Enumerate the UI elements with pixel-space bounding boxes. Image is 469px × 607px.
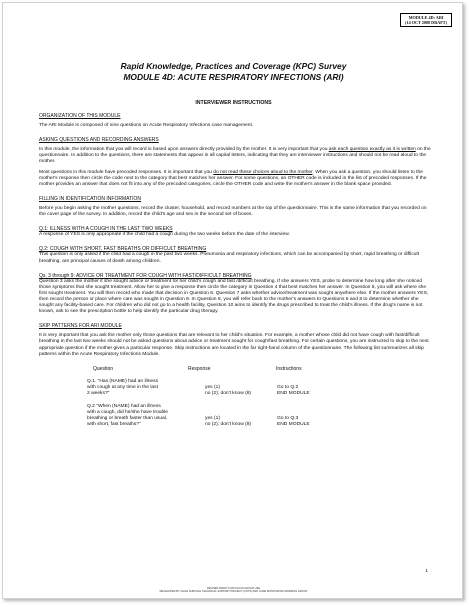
survey-title: Rapid Knowledge, Practices and Coverage (KPC) Survey (120, 61, 347, 71)
header-response: Response (188, 365, 211, 372)
document-body (39, 113, 431, 428)
skip-table-header (87, 366, 387, 372)
module-label: MODULE 4D: ARI (408, 15, 444, 20)
paragraph-q3-9: Question 3 asks the mother if she sought advice or treatment for her child's cough and fast /difficult breathing. If she answers YES, probe to determine how long after she noticed those symptoms that she sought treatment. Allow her to give a response then circle the category in Question 4 that best matches her answer. In Question 5, you will ask where she first sought treatment. You will then record who made that decision in Question 6. Question 7 asks whether advice/treatment was sought anywhere else. If the mother answers YES, then record the person or place where care was sought in Question 8. In Question 8, you will refer back to the mother's answers to Questions 5 and 8 to determine whether she sought any facility-based care. For children who did not go to a health facility, Question 10 aims to identify the drugs prescribed to treat the child's illness. If the drug's name is not known, ask to see the prescription bottle to help identify the particular drug therapy. (39, 278, 429, 315)
paragraph-organization: The ARI Module is composed of nine questions on Acute Respiratory Infections case management. (39, 123, 254, 129)
module-label-box (400, 13, 452, 27)
heading-asking: ASKING QUESTIONS AND RECORDING ANSWERS (39, 137, 159, 144)
skip-row-q1 (87, 379, 387, 397)
skip-instructions: Go to Q.2 END MODULE (277, 384, 310, 396)
response-codes: yes (1) no (2); don't know (8) (205, 416, 252, 428)
skip-row-q2 (87, 404, 387, 428)
module-title: MODULE 4D: ACUTE RESPIRATORY INFECTIONS (ARI) (123, 72, 344, 82)
paragraph-q2: This question is only asked if the child had a cough in the past two weeks. Pneumonia and respiratory infections, which can be accompanied by short, rapid breathing or difficult breathing, are principal causes of death among children. (39, 252, 419, 264)
paragraph-asking-2: Most questions in this module have precoded responses. It is important that you do not read these choices aloud to the mother. When you ask a question, you should listen to the mother's response then circle the code next to the category that best matches her answer. For some questions, an OTHER code is included in the list of precoded responses. If the mother provides an answer that does not fit into any of the precoded categories, circle the OTHER code and write the mother's answer in the blank space provided. (39, 169, 427, 187)
heading-q3-9: Qs. 3 through 9: ADVICE OR TREATMENT FOR COUGH WITH FAST/DIFFICULT BREATHING (39, 272, 252, 279)
page-number: 1 (425, 569, 428, 574)
heading-skip: SKIP PATTERNS FOR ARI MODULE (39, 323, 122, 330)
section-subtitle: INTERVIEWER INSTRUCTIONS (195, 100, 272, 106)
paragraph-skip: It is very important that you ask the mother only those questions that are relevant to her child's situation. For example, a mother whose child did not have cough with fast/difficult breathing in the last two weeks should not be asked questions about advice or treatment sought for cough/fast breathing. For certain questions, you are instructed to skip to the next appropriate question if the mother gives a particular response. Skip instructions are located in the far right-hand column of the questionnaire. The following list summarizes all skip patterns within the Acute Respiratory Infections Module. (39, 333, 429, 357)
header-instructions: Instructions (276, 365, 302, 372)
question-text: Q.1. "Has (NAME) had an illness with cough at any time in the last 2 weeks?" (87, 378, 159, 396)
heading-filling: FILLING IN IDENTIFICATION INFORMATION (39, 195, 142, 202)
page-footer (3, 587, 463, 593)
header-question: Question (93, 365, 114, 372)
skip-instructions: Go to Q.3 END MODULE (277, 416, 310, 428)
heading-organization: ORGANIZATION OF THIS MODULE (39, 113, 121, 119)
document-page (2, 2, 463, 599)
paragraph-asking-1: In this module, the information that you will record is based upon answers directly provided by the mother. It is very important that you ask each question exactly as it is written on the questionnaire. In addition to the questions, there are statements that appear in all capital letters, indicating that they are interviewer instructions and should not be read aloud to the mother. (39, 147, 431, 165)
skip-pattern-table (87, 366, 387, 429)
footer-line-1: REVISED DRAFT FOR FOCUS GROUP USE (207, 586, 260, 590)
response-codes: yes (1) no (2); don't know (8) (205, 384, 252, 396)
paragraph-q1: A response of YES is only appropriate if the child had a cough during the two weeks before the date of the interview. (39, 232, 290, 238)
footer-line-2: DEVELOPED BY CHILD SURVIVAL TECHNICAL SUPPORT PROJECT (CSTS) AND CORE MONITORING WORKING GROUP (159, 589, 308, 593)
paragraph-filling: Before you begin asking the mother questions, record the cluster, household, and record numbers at the top of the questionnaire. This is the same information that you recorded on the cover page of the survey. In addition, record the child's age and sex in the second set of boxes. (39, 205, 427, 218)
heading-q1: Q.1: ILLNESS WITH A COUGH IN THE LAST TWO WEEKS (39, 226, 173, 233)
draft-date: (14 OCT 2008 DRAFT) (405, 20, 447, 25)
question-text: Q.2 "When (NAME) had an illness with a cough, did he/she have trouble breathing or breath faster than usual, with short, fast breaths?" (87, 404, 169, 428)
heading-q2: Q.2: COUGH WITH SHORT, FAST BREATHS OR DIFFICULT BREATHING (39, 246, 207, 253)
